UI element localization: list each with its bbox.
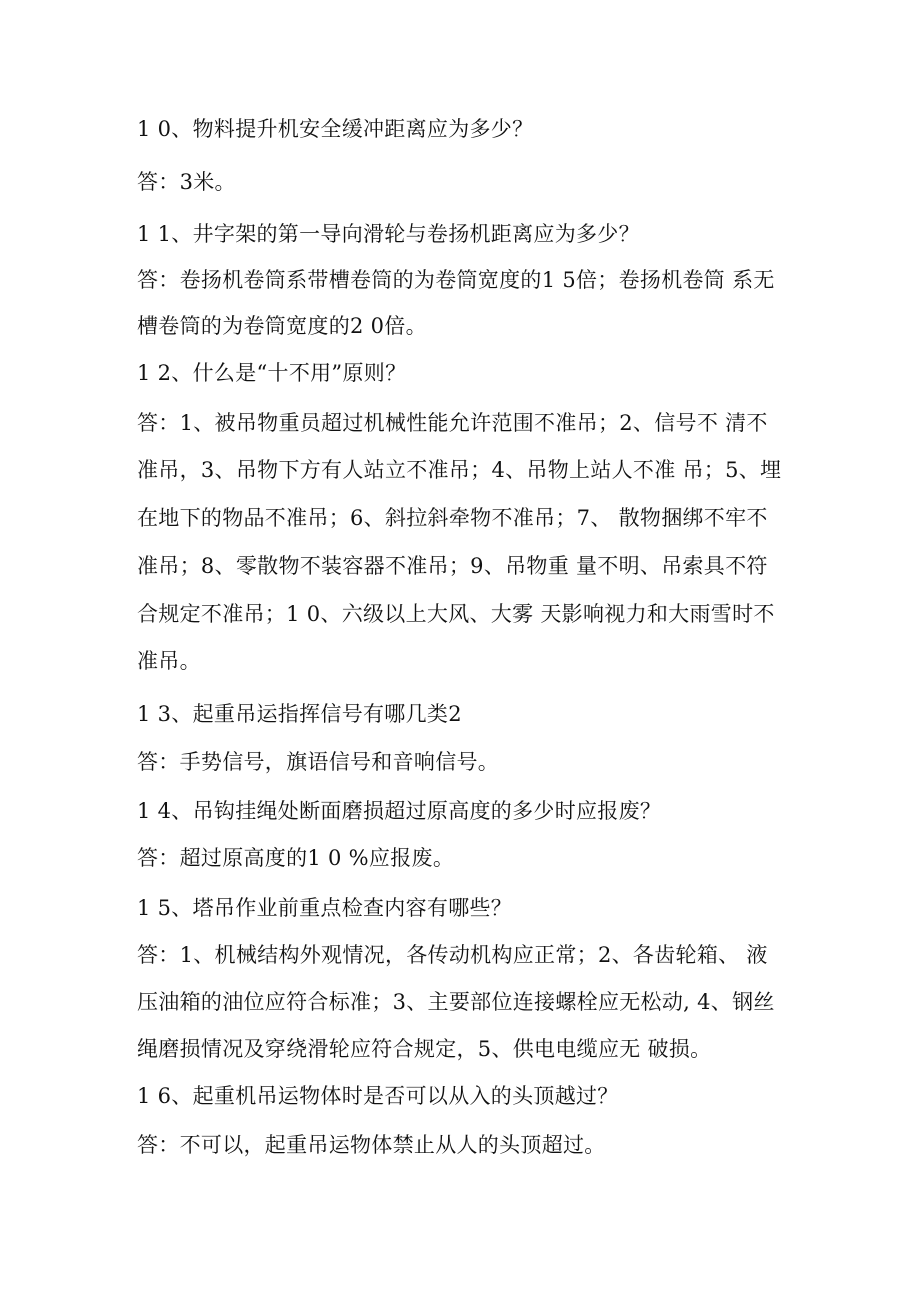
answer-12-line-4: 准吊；8、零散物不装容器不准吊；9、吊物重 量不明、吊索具不符 xyxy=(137,554,768,578)
question-11: 1 1、井字架的第一导向滑轮与卷扬机距离应为多少？ xyxy=(137,222,640,246)
question-10: 1 0、物料提升机安全缓冲距离应为多少？ xyxy=(137,117,534,141)
answer-12-line-3: 在地下的物品不准吊；6、斜拉斜牵物不准吊；7、 散物捆绑不牢不 xyxy=(137,506,768,530)
answer-15-line-3: 绳磨损情况及穿绕滑轮应符合规定，5、供电电缆应无 破损。 xyxy=(137,1037,712,1061)
answer-14: 答：超过原高度的1 0 %应报废。 xyxy=(137,846,455,870)
answer-12-line-6: 准吊。 xyxy=(137,649,201,673)
question-14: 1 4、吊钩挂绳处断面磨损超过原高度的多少时应报废？ xyxy=(137,799,662,823)
answer-13: 答：手势信号，旗语信号和音响信号。 xyxy=(137,750,500,774)
question-16: 1 6、起重机吊运物体时是否可以从入的头顶越过？ xyxy=(137,1084,619,1108)
answer-10: 答：3米。 xyxy=(137,170,236,194)
answer-11-line-2: 槽卷筒的为卷筒宽度的2 0倍。 xyxy=(137,314,427,338)
question-12: 1 2、什么是“十不用”原则？ xyxy=(137,361,407,385)
answer-12-line-2: 准吊，3、吊物下方有人站立不准吊；4、吊物上站人不准 吊；5、埋 xyxy=(137,458,782,482)
question-15: 1 5、塔吊作业前重点检查内容有哪些？ xyxy=(137,896,513,920)
answer-11-line-1: 答：卷扬机卷筒系带槽卷筒的为卷筒宽度的1 5倍；卷扬机卷筒 系无 xyxy=(137,268,775,292)
question-13: 1 3、起重吊运指挥信号有哪几类2 xyxy=(137,702,462,726)
answer-12-line-1: 答：1、被吊物重员超过机械性能允许范围不准吊；2、信号不 清不 xyxy=(137,411,768,435)
answer-15-line-2: 压油箱的油位应符合标准；3、主要部位连接螺栓应无松动, 4、钢丝 xyxy=(137,990,775,1014)
answer-15-line-1: 答：1、机械结构外观情况，各传动机构应正常；2、各齿轮箱、 液 xyxy=(137,943,768,967)
answer-12-line-5: 合规定不准吊；1 0、六级以上大风、大雾 天影响视力和大雨雪时不 xyxy=(137,602,775,626)
answer-16: 答：不可以，起重吊运物体禁止从人的头顶超过。 xyxy=(137,1133,606,1157)
